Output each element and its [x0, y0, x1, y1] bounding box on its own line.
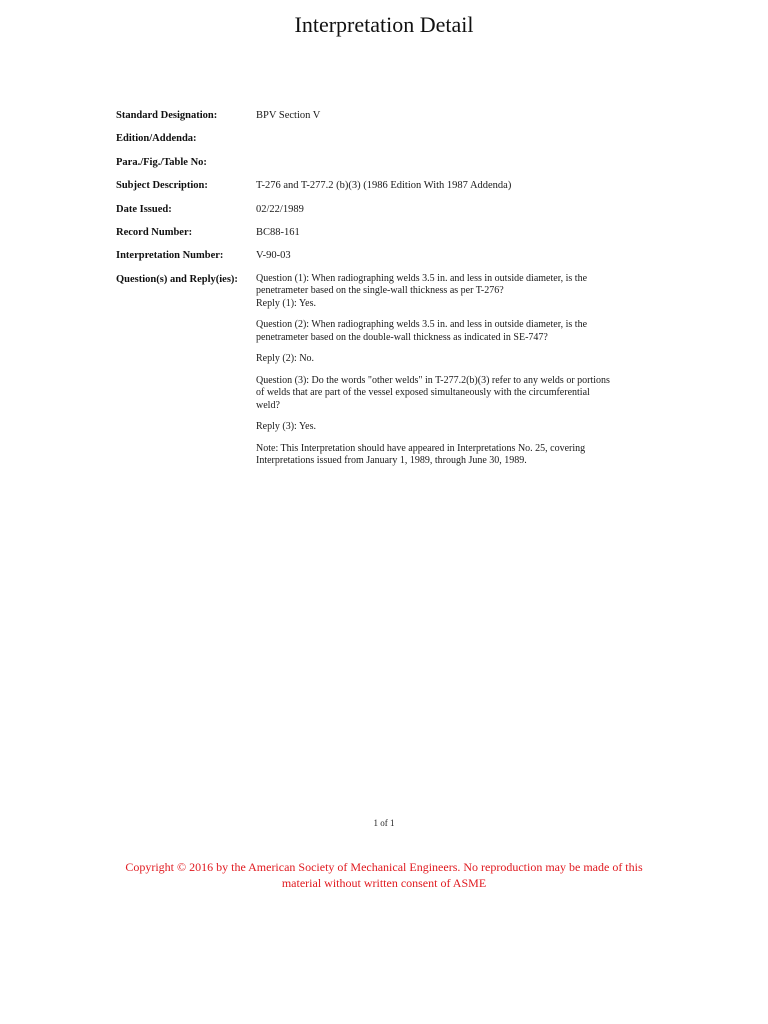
- field-record-number: [116, 225, 664, 248]
- page-title: Interpretation Detail: [294, 12, 474, 37]
- reply-2: [256, 353, 664, 366]
- question-1-line: Question (1): When radiographing welds 3.5 in. and less in outside diameter, is the: [256, 272, 588, 284]
- page-number: 1 of 1: [373, 818, 395, 828]
- field-label: Interpretation Number:: [116, 250, 224, 262]
- reply-1: Reply (1): Yes.: [256, 297, 317, 309]
- copyright-line: material without written consent of ASME: [281, 876, 487, 890]
- note-line: Interpretations issued from January 1, 1989, through June 30, 1989.: [256, 455, 527, 467]
- reply-2-line: Reply (2): No.: [256, 353, 315, 365]
- field-value: 02/22/1989: [256, 203, 304, 215]
- field-label: Edition/Addenda:: [116, 133, 197, 145]
- copyright-line: Copyright © 2016 by the American Society of Mechanical Engineers. No reproduction may be made of this: [125, 860, 643, 874]
- field-value: BPV Section V: [256, 110, 321, 121]
- field-value: T-276 and T-277.2 (b)(3) (1986 Edition With 1987 Addenda): [256, 180, 512, 192]
- field-subject-description: [116, 178, 664, 201]
- note: [256, 443, 664, 468]
- field-value: V-90-03: [256, 250, 291, 262]
- field-label: Standard Designation:: [116, 110, 218, 121]
- field-questions-replies: [116, 272, 664, 468]
- field-value: BC88-161: [256, 226, 300, 238]
- copyright-notice: [0, 859, 768, 891]
- reply-3: [256, 421, 664, 434]
- question-3-line: weld?: [256, 399, 280, 411]
- field-interpretation-number: [116, 248, 664, 271]
- questions-replies-content: [256, 272, 664, 468]
- field-standard-designation: [116, 108, 664, 131]
- note-line: Note: This Interpretation should have appeared in Interpretations No. 25, covering: [256, 442, 586, 454]
- field-edition-addenda: [116, 131, 664, 154]
- question-2-line: Question (2): When radiographing welds 3.5 in. and less in outside diameter, is the: [256, 319, 588, 331]
- field-label: Record Number:: [116, 226, 193, 238]
- question-3: [256, 375, 664, 413]
- question-3-line: of welds that are part of the vessel exposed simultaneously with the circumferential: [256, 387, 590, 399]
- question-1-line: penetrameter based on the single-wall thickness as per T-276?: [256, 285, 504, 297]
- question-3-line: Question (3): Do the words "other welds" in T-277.2(b)(3) refer to any welds or portions: [256, 374, 610, 386]
- question-2-line: penetrameter based on the double-wall thickness as indicated in SE-747?: [256, 331, 548, 343]
- reply-3-line: Reply (3): Yes.: [256, 421, 317, 433]
- field-label: Subject Description:: [116, 180, 208, 192]
- interpretation-fields: [116, 108, 664, 477]
- field-para-fig-table: [116, 155, 664, 178]
- question-1: [256, 273, 664, 311]
- field-date-issued: [116, 202, 664, 225]
- field-label: Date Issued:: [116, 203, 172, 215]
- question-2: [256, 319, 664, 344]
- field-label: Question(s) and Reply(ies):: [116, 273, 238, 285]
- field-label: Para./Fig./Table No:: [116, 156, 207, 168]
